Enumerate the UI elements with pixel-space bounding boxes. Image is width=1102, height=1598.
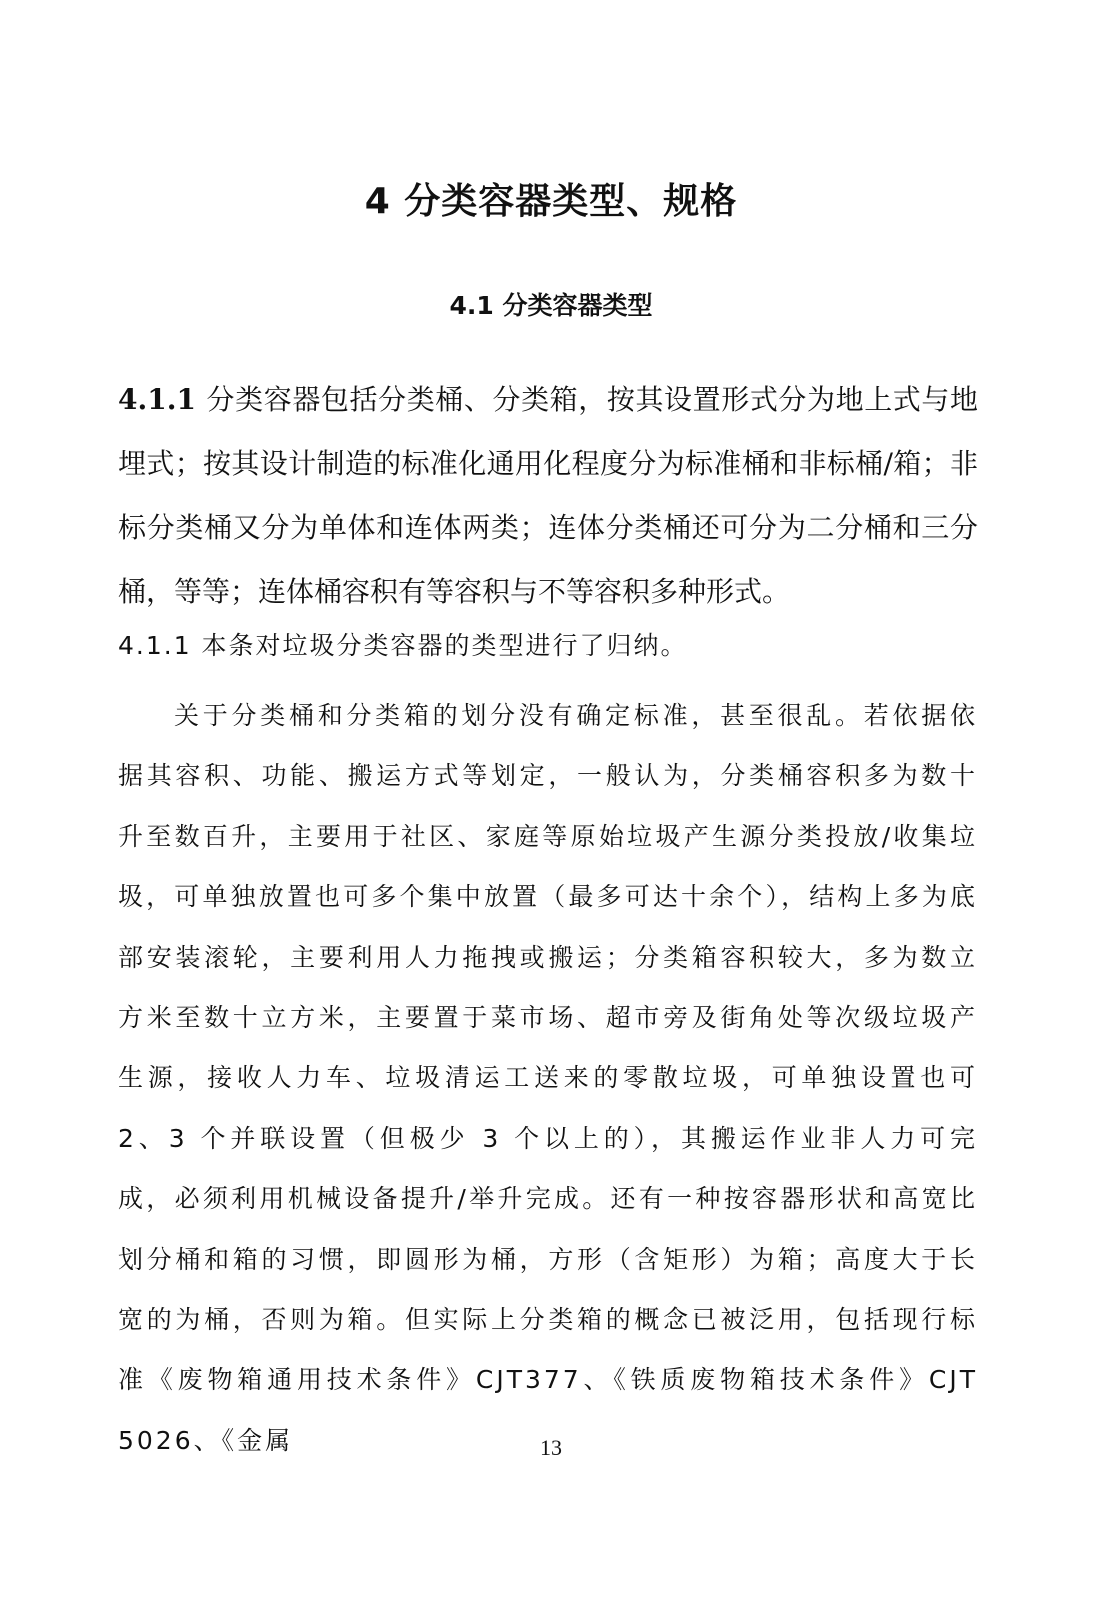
page-number: 13 bbox=[540, 1435, 562, 1460]
chapter-title: 4 分类容器类型、规格 bbox=[364, 181, 738, 222]
section-title: 4.1 分类容器类型 bbox=[449, 291, 653, 320]
clause-number: 4.1.1 bbox=[118, 383, 196, 416]
explanation-heading: 4.1.1 本条对垃圾分类容器的类型进行了归纳。 bbox=[118, 631, 688, 660]
clause-4-1-1 bbox=[118, 368, 978, 624]
explanation-body: 关于分类桶和分类箱的划分没有确定标准，甚至很乱。若依据依据其容积、功能、搬运方式等划定，一般认为，分类桶容积多为数十升至数百升，主要用于社区、家庭等原始垃圾产生源分类投放/收集垃圾，可单独放置也可多个集中放置（最多可达十余个），结构上多为底部安装滚轮，主要利用人力拖拽或搬运；分类箱容积较大，多为数立方米至数十立方米，主要置于菜市场、超市旁及街角处等次级垃圾产生源，接收人力车、垃圾清运工送来的零散垃圾，可单独设置也可 2、3 个并联设置（但极少 3 个以上的），其搬运作业非人力可完成，必须利用机械设备提升/举升完成。还有一种按容器形状和高宽比划分桶和箱的习惯，即圆形为桶，方形（含矩形）为箱；高度大于长宽的为桶，否则为箱。但实际上分类箱的概念已被泛用，包括现行标准《废物箱通用技术条件》CJT377、《铁质废物箱技术条件》CJT 5026、《金属 bbox=[118, 701, 978, 1455]
clause-text: 分类容器包括分类桶、分类箱，按其设置形式分为地上式与地埋式；按其设计制造的标准化通用化程度分为标准桶和非标桶/箱；非标分类桶又分为单体和连体两类；连体分类桶还可分为二分桶和三分桶，等等；连体桶容积有等容积与不等容积多种形式。 bbox=[118, 383, 978, 608]
